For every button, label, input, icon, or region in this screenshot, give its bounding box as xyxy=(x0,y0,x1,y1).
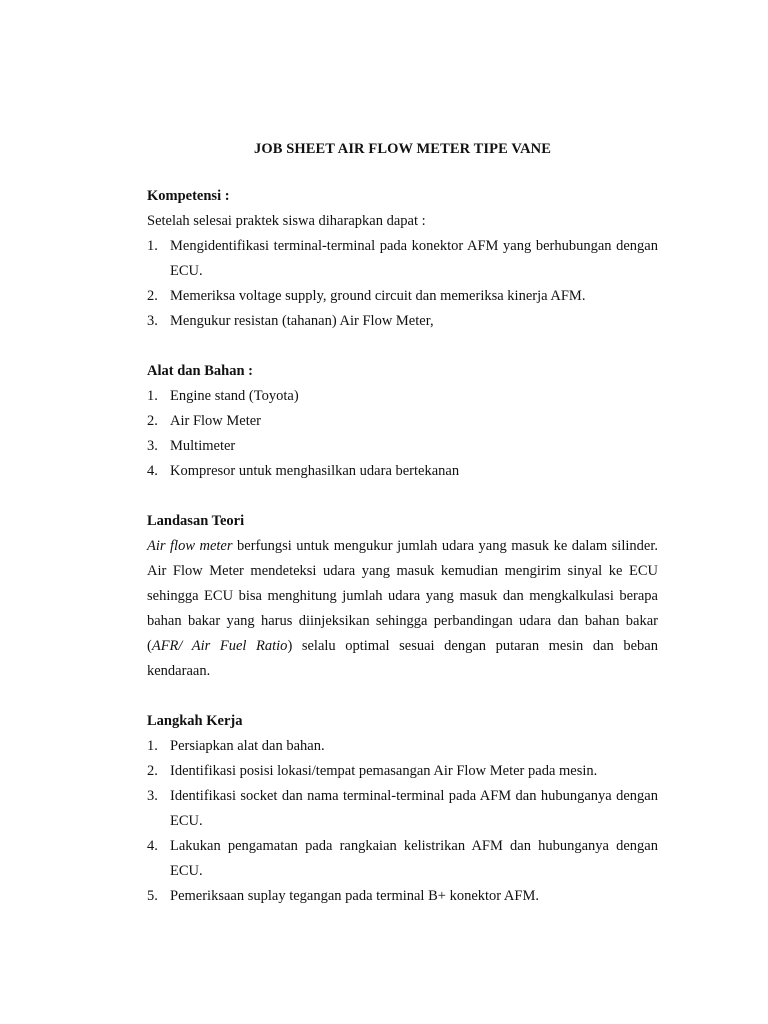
list-item xyxy=(147,884,658,909)
landasan-paragraph xyxy=(147,534,658,684)
list-text: Kompresor untuk menghasilkan udara bertekanan xyxy=(170,463,460,479)
list-text: Pemeriksaan suplay tegangan pada terminal B+ konektor AFM. xyxy=(170,888,539,904)
langkah-list xyxy=(147,734,658,909)
list-number: 1. xyxy=(147,388,158,404)
alat-list xyxy=(147,384,658,484)
list-item xyxy=(147,384,658,409)
list-item xyxy=(147,759,658,784)
list-item xyxy=(147,409,658,434)
list-text: Identifikasi posisi lokasi/tempat pemasangan Air Flow Meter pada mesin. xyxy=(170,763,598,779)
list-number: 5. xyxy=(147,888,158,904)
list-text: Engine stand (Toyota) xyxy=(170,388,299,404)
list-number: 2. xyxy=(147,413,158,429)
list-text: Persiapkan alat dan bahan. xyxy=(170,738,325,754)
list-item xyxy=(147,234,658,284)
list-item xyxy=(147,734,658,759)
list-number: 3. xyxy=(147,438,158,454)
list-number: 2. xyxy=(147,288,158,304)
kompetensi-heading: Kompetensi : xyxy=(147,188,230,204)
list-number: 4. xyxy=(147,838,158,854)
list-item xyxy=(147,784,658,834)
paragraph-text: berfungsi untuk mengukur jumlah udara yang masuk ke dalam silinder. Air Flow Meter mendeteksi udara yang masuk kemudian mengirim sinyal ke ECU sehingga ECU bisa menghitung jumlah udara yang masuk dan mengkalkulasi berapa bahan bakar yang harus diinjeksikan sehingga perbandingan udara dan bahan bakar ( xyxy=(147,538,658,654)
list-number: 1. xyxy=(147,738,158,754)
list-number: 4. xyxy=(147,463,158,479)
list-item xyxy=(147,434,658,459)
document-title: JOB SHEET AIR FLOW METER TIPE VANE xyxy=(254,141,551,157)
list-item xyxy=(147,834,658,884)
alat-heading: Alat dan Bahan : xyxy=(147,363,253,379)
italic-term: Air flow meter xyxy=(147,538,233,554)
langkah-heading: Langkah Kerja xyxy=(147,713,243,729)
kompetensi-intro: Setelah selesai praktek siswa diharapkan dapat : xyxy=(147,213,426,229)
list-number: 2. xyxy=(147,763,158,779)
section-landasan-teori xyxy=(147,509,658,684)
list-text: Multimeter xyxy=(170,438,236,454)
section-kompetensi xyxy=(147,184,658,334)
kompetensi-list xyxy=(147,234,658,334)
list-text: Air Flow Meter xyxy=(170,413,262,429)
list-text: Mengidentifikasi terminal-terminal pada konektor AFM yang berhubungan dengan ECU. xyxy=(170,238,658,279)
list-number: 3. xyxy=(147,788,158,804)
paragraph-text: ) selalu optimal sesuai dengan putaran mesin dan beban kendaraan. xyxy=(147,638,658,679)
section-langkah-kerja xyxy=(147,709,658,909)
list-text: Identifikasi socket dan nama terminal-terminal pada AFM dan hubunganya dengan ECU. xyxy=(170,788,658,829)
list-item xyxy=(147,459,658,484)
landasan-heading: Landasan Teori xyxy=(147,513,245,529)
list-number: 1. xyxy=(147,238,158,254)
section-alat-bahan xyxy=(147,359,658,484)
list-item xyxy=(147,309,658,334)
italic-term: AFR/ Air Fuel Ratio xyxy=(151,638,288,654)
list-item xyxy=(147,284,658,309)
list-number: 3. xyxy=(147,313,158,329)
list-text: Mengukur resistan (tahanan) Air Flow Meter, xyxy=(170,313,434,329)
list-text: Lakukan pengamatan pada rangkaian kelistrikan AFM dan hubunganya dengan ECU. xyxy=(170,838,658,879)
list-text: Memeriksa voltage supply, ground circuit dan memeriksa kinerja AFM. xyxy=(170,288,586,304)
